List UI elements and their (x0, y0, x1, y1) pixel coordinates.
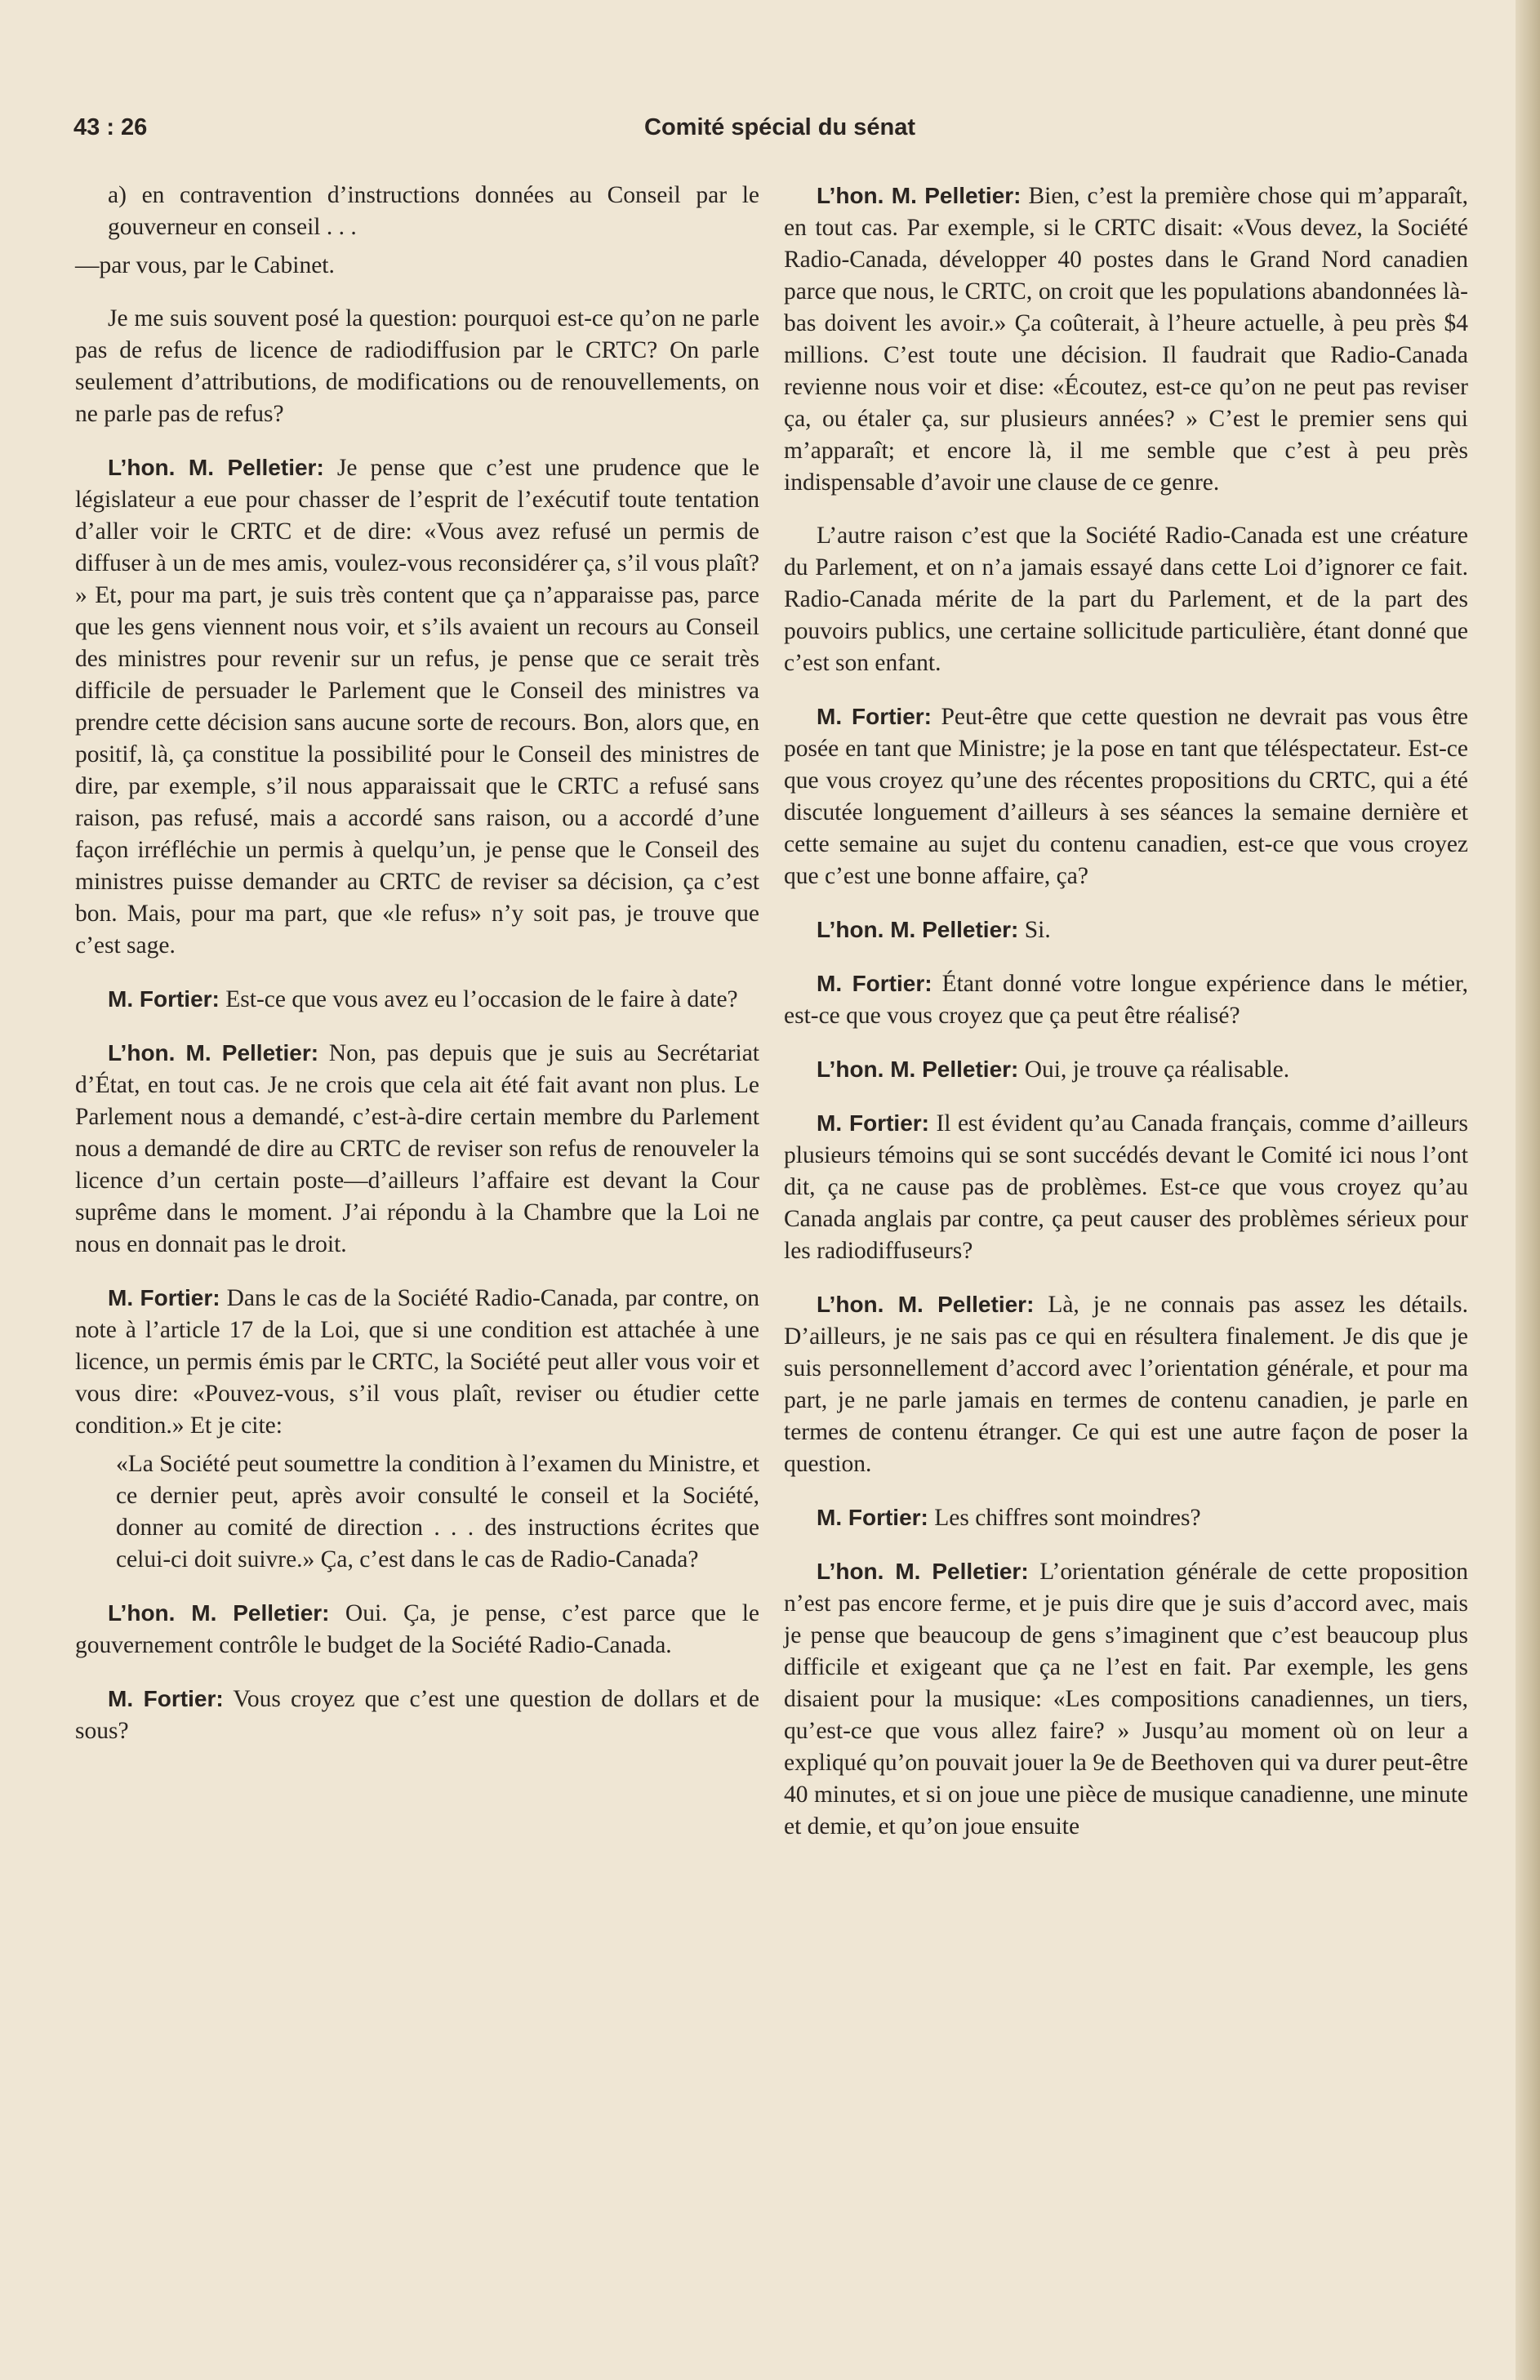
paragraph-text: Étant donné votre longue expérience dans le métier, est-ce que vous croyez que ça peut être réalisé? (784, 971, 1469, 1029)
paragraph-text: Dans le cas de la Société Radio-Canada, par contre, on note à l’article 17 de la Loi, que si une condition est attachée à une licence, un permis émis par le CRTC, la Société peut aller vous voir et vous dire: «Pouvez-vous, s’il vous plaît, reviser ou étudier cette condition.» Et je cite: (75, 1285, 760, 1439)
speaker-name: M. Fortier: (108, 986, 220, 1012)
speaker-name: M. Fortier: (108, 1686, 224, 1711)
paragraph-text: Je pense que c’est une prudence que le législateur a eue pour chasser de l’esprit de l’exécutif toute tentation d’aller voir le CRTC et de dire: «Vous avez refusé un permis de diffuser à un de mes amis, voulez-vous reconsidérer ça, s’il vous plaît? » Et, pour ma part, je suis très content que ça n’apparaisse pas, parce que les gens viennent nous voir, et s’ils avaient un recours au Conseil des ministres pour revenir sur un refus, je pense que ce serait très difficile de persuader le Parlement que le Conseil des ministres va prendre cette décision sans aucune sorte de recours. Bon, alors que, en positif, là, ça constitue la possibilité pour le Conseil des ministres de dire, par exemple, s’il nous apparaissait que le CRTC a refusé sans raison, pas refusé, mais a accordé sans raison, ou a accordé d’une façon irréfléchie un permis à quelqu’un, je pense que le Conseil des ministres puisse demander au CRTC de reviser sa décision, ça c’est bon. Mais, pour ma part, que «le refus» n’y soit pas, je trouve que c’est sage. (75, 455, 759, 959)
speech-paragraph (784, 1555, 1468, 1843)
speaker-name: M. Fortier: (817, 1110, 929, 1136)
paragraph-text: Si. (1024, 917, 1051, 943)
page-number: 43 : 26 (73, 114, 148, 140)
speech-paragraph (75, 1037, 759, 1261)
speech-paragraph (784, 180, 1468, 499)
page-binding-edge (1516, 0, 1540, 2380)
paragraph-text: Oui. Ça, je pense, c’est parce que le gouvernement contrôle le budget de la Société Radio-Canada. (75, 1600, 759, 1658)
speaker-name: M. Fortier: (817, 1505, 928, 1530)
speech-paragraph (784, 1107, 1468, 1267)
speech-paragraph (784, 1501, 1468, 1534)
speech-paragraph (784, 914, 1468, 946)
speech-paragraph (75, 983, 759, 1016)
paragraph-text: Bien, c’est la première chose qui m’apparaît, en tout cas. Par exemple, si le CRTC disait: «Vous devez, la Société Radio-Canada, développer 40 postes dans le Grand Nord canadien parce que nous, le CRTC, on croit que les populations abandonnées là-bas doivent les avoir.» Ça coûterait, à l’heure actuelle, à peu près $4 millions. C’est toute une décision. Il faudrait que Radio-Canada revienne nous voir et dise: «Écoutez, est-ce qu’on ne peut pas reviser ça, ou étaler ça, sur plusieurs années? » C’est le premier sens qui m’apparaît; et encore là, il me semble que c’est à peu près indispensable d’avoir une clause de ce genre. (784, 183, 1468, 496)
paragraph-text: Non, pas depuis que je suis au Secrétariat d’État, en tout cas. Je ne crois que cela ait été fait avant non plus. Le Parlement nous a demandé, c’est-à-dire certain membre du Parlement nous a demandé de dire au CRTC de reviser son refus de renouveler la licence d’un certain poste—d’ailleurs l’affaire est devant la Cour suprême dans le moment. J’ai répondu à la Chambre que la Loi ne nous en donnait pas le droit. (75, 1040, 760, 1257)
speech-paragraph (75, 1282, 759, 1442)
speech-paragraph (75, 1683, 759, 1747)
list-item (75, 180, 759, 243)
paragraph-text: Vous croyez que c’est une question de dollars et de sous? (75, 1686, 760, 1744)
speech-paragraph (75, 452, 759, 962)
paragraph-text: Les chiffres sont moindres? (934, 1505, 1201, 1531)
paragraph-text: Est-ce que vous avez eu l’occasion de le faire à date? (225, 986, 738, 1012)
speaker-name: M. Fortier: (817, 971, 932, 996)
speaker-name: L’hon. M. Pelletier: (108, 1040, 319, 1065)
speech-paragraph (75, 1597, 759, 1662)
speech-paragraph (784, 701, 1468, 892)
right-column (784, 180, 1468, 1864)
paragraph (75, 303, 759, 430)
block-quote (75, 1448, 759, 1576)
speaker-name: M. Fortier: (108, 1285, 220, 1310)
paragraph-text: L’orientation générale de cette proposition n’est pas encore ferme, et je puis dire que je suis d’accord avec, mais je pense que beaucoup de gens s’imaginent que c’est beaucoup plus difficile et exigeant que ça ne l’est en fait. Par exemple, les gens disaient pour la musique: «Les compositions canadiennes, un tiers, qu’est-ce que vous allez faire? » Jusqu’au moment où on leur a expliqué qu’on pouvait jouer la 9e de Beethoven qui va durer peut-être 40 minutes, et si on joue une pièce de musique canadienne, une minute et demie, et qu’on joue ensuite (784, 1559, 1469, 1839)
paragraph-text: Peut-être que cette question ne devrait pas vous être posée en tant que Ministre; je la pose en tant que téléspectateur. Est-ce que vous croyez qu’une des récentes propositions du CRTC, qui a été discutée longuement d’ailleurs à ses séances la semaine dernière et cette semaine au sujet du contenu canadien, est-ce que vous croyez que c’est une bonne affaire, ça? (784, 704, 1468, 889)
speaker-name: L’hon. M. Pelletier: (817, 917, 1019, 942)
left-column (75, 180, 759, 1768)
speaker-name: L’hon. M. Pelletier: (108, 455, 324, 480)
paragraph-text: —par vous, par le Cabinet. (75, 252, 335, 278)
speaker-name: L’hon. M. Pelletier: (817, 1559, 1029, 1584)
speech-paragraph (784, 968, 1468, 1032)
running-title: Comité spécial du sénat (644, 114, 915, 140)
paragraph-text: Là, je ne connais pas assez les détails. D’ailleurs, je ne sais pas ce qui en résultera finalement. Je dis que je suis personnellement d’accord avec l’orientation générale, et pour ma part, je ne parle jamais en termes de contenu canadien, je parle en termes de contenu étranger. Ce qui est une autre façon de poser la question. (784, 1292, 1469, 1477)
page-header (73, 114, 1486, 155)
speech-paragraph (784, 1053, 1468, 1086)
paragraph-text: Oui, je trouve ça réalisable. (1024, 1057, 1290, 1083)
speaker-name: L’hon. M. Pelletier: (817, 1057, 1019, 1082)
paragraph (784, 520, 1468, 679)
speaker-name: L’hon. M. Pelletier: (108, 1600, 330, 1626)
paragraph-text: a) en contravention d’instructions données au Conseil par le gouverneur en conseil . . . (108, 182, 759, 240)
paragraph (75, 250, 759, 282)
paragraph-text: «La Société peut soumettre la condition à l’examen du Ministre, et ce dernier peut, après avoir consulté le conseil et la Société, donner au comité de direction . . . des instructions écrites que celui-ci doit suivre.» Ça, c’est dans le cas de Radio-Canada? (116, 1451, 759, 1573)
speaker-name: M. Fortier: (817, 704, 932, 729)
paragraph-text: Il est évident qu’au Canada français, comme d’ailleurs plusieurs témoins qui se sont succédés devant le Comité ici nous l’ont dit, ça ne cause pas de problèmes. Est-ce que vous croyez qu’au Canada anglais par contre, ça peut causer des problèmes sérieux pour les radiodiffuseurs? (784, 1110, 1468, 1264)
speaker-name: L’hon. M. Pelletier: (817, 1292, 1035, 1317)
speech-paragraph (784, 1288, 1468, 1480)
paragraph-text: L’autre raison c’est que la Société Radio-Canada est une créature du Parlement, et on n’a jamais essayé dans cette Loi d’ignorer ce fait. Radio-Canada mérite de la part du Parlement, et de la part des pouvoirs publics, une certaine sollicitude particulière, étant donné que c’est son enfant. (784, 523, 1468, 676)
paragraph-text: Je me suis souvent posé la question: pourquoi est-ce qu’on ne parle pas de refus de licence de radiodiffusion par le CRTC? On parle seulement d’attributions, de modifications ou de renouvellements, on ne parle pas de refus? (75, 305, 759, 427)
speaker-name: L’hon. M. Pelletier: (817, 183, 1021, 208)
